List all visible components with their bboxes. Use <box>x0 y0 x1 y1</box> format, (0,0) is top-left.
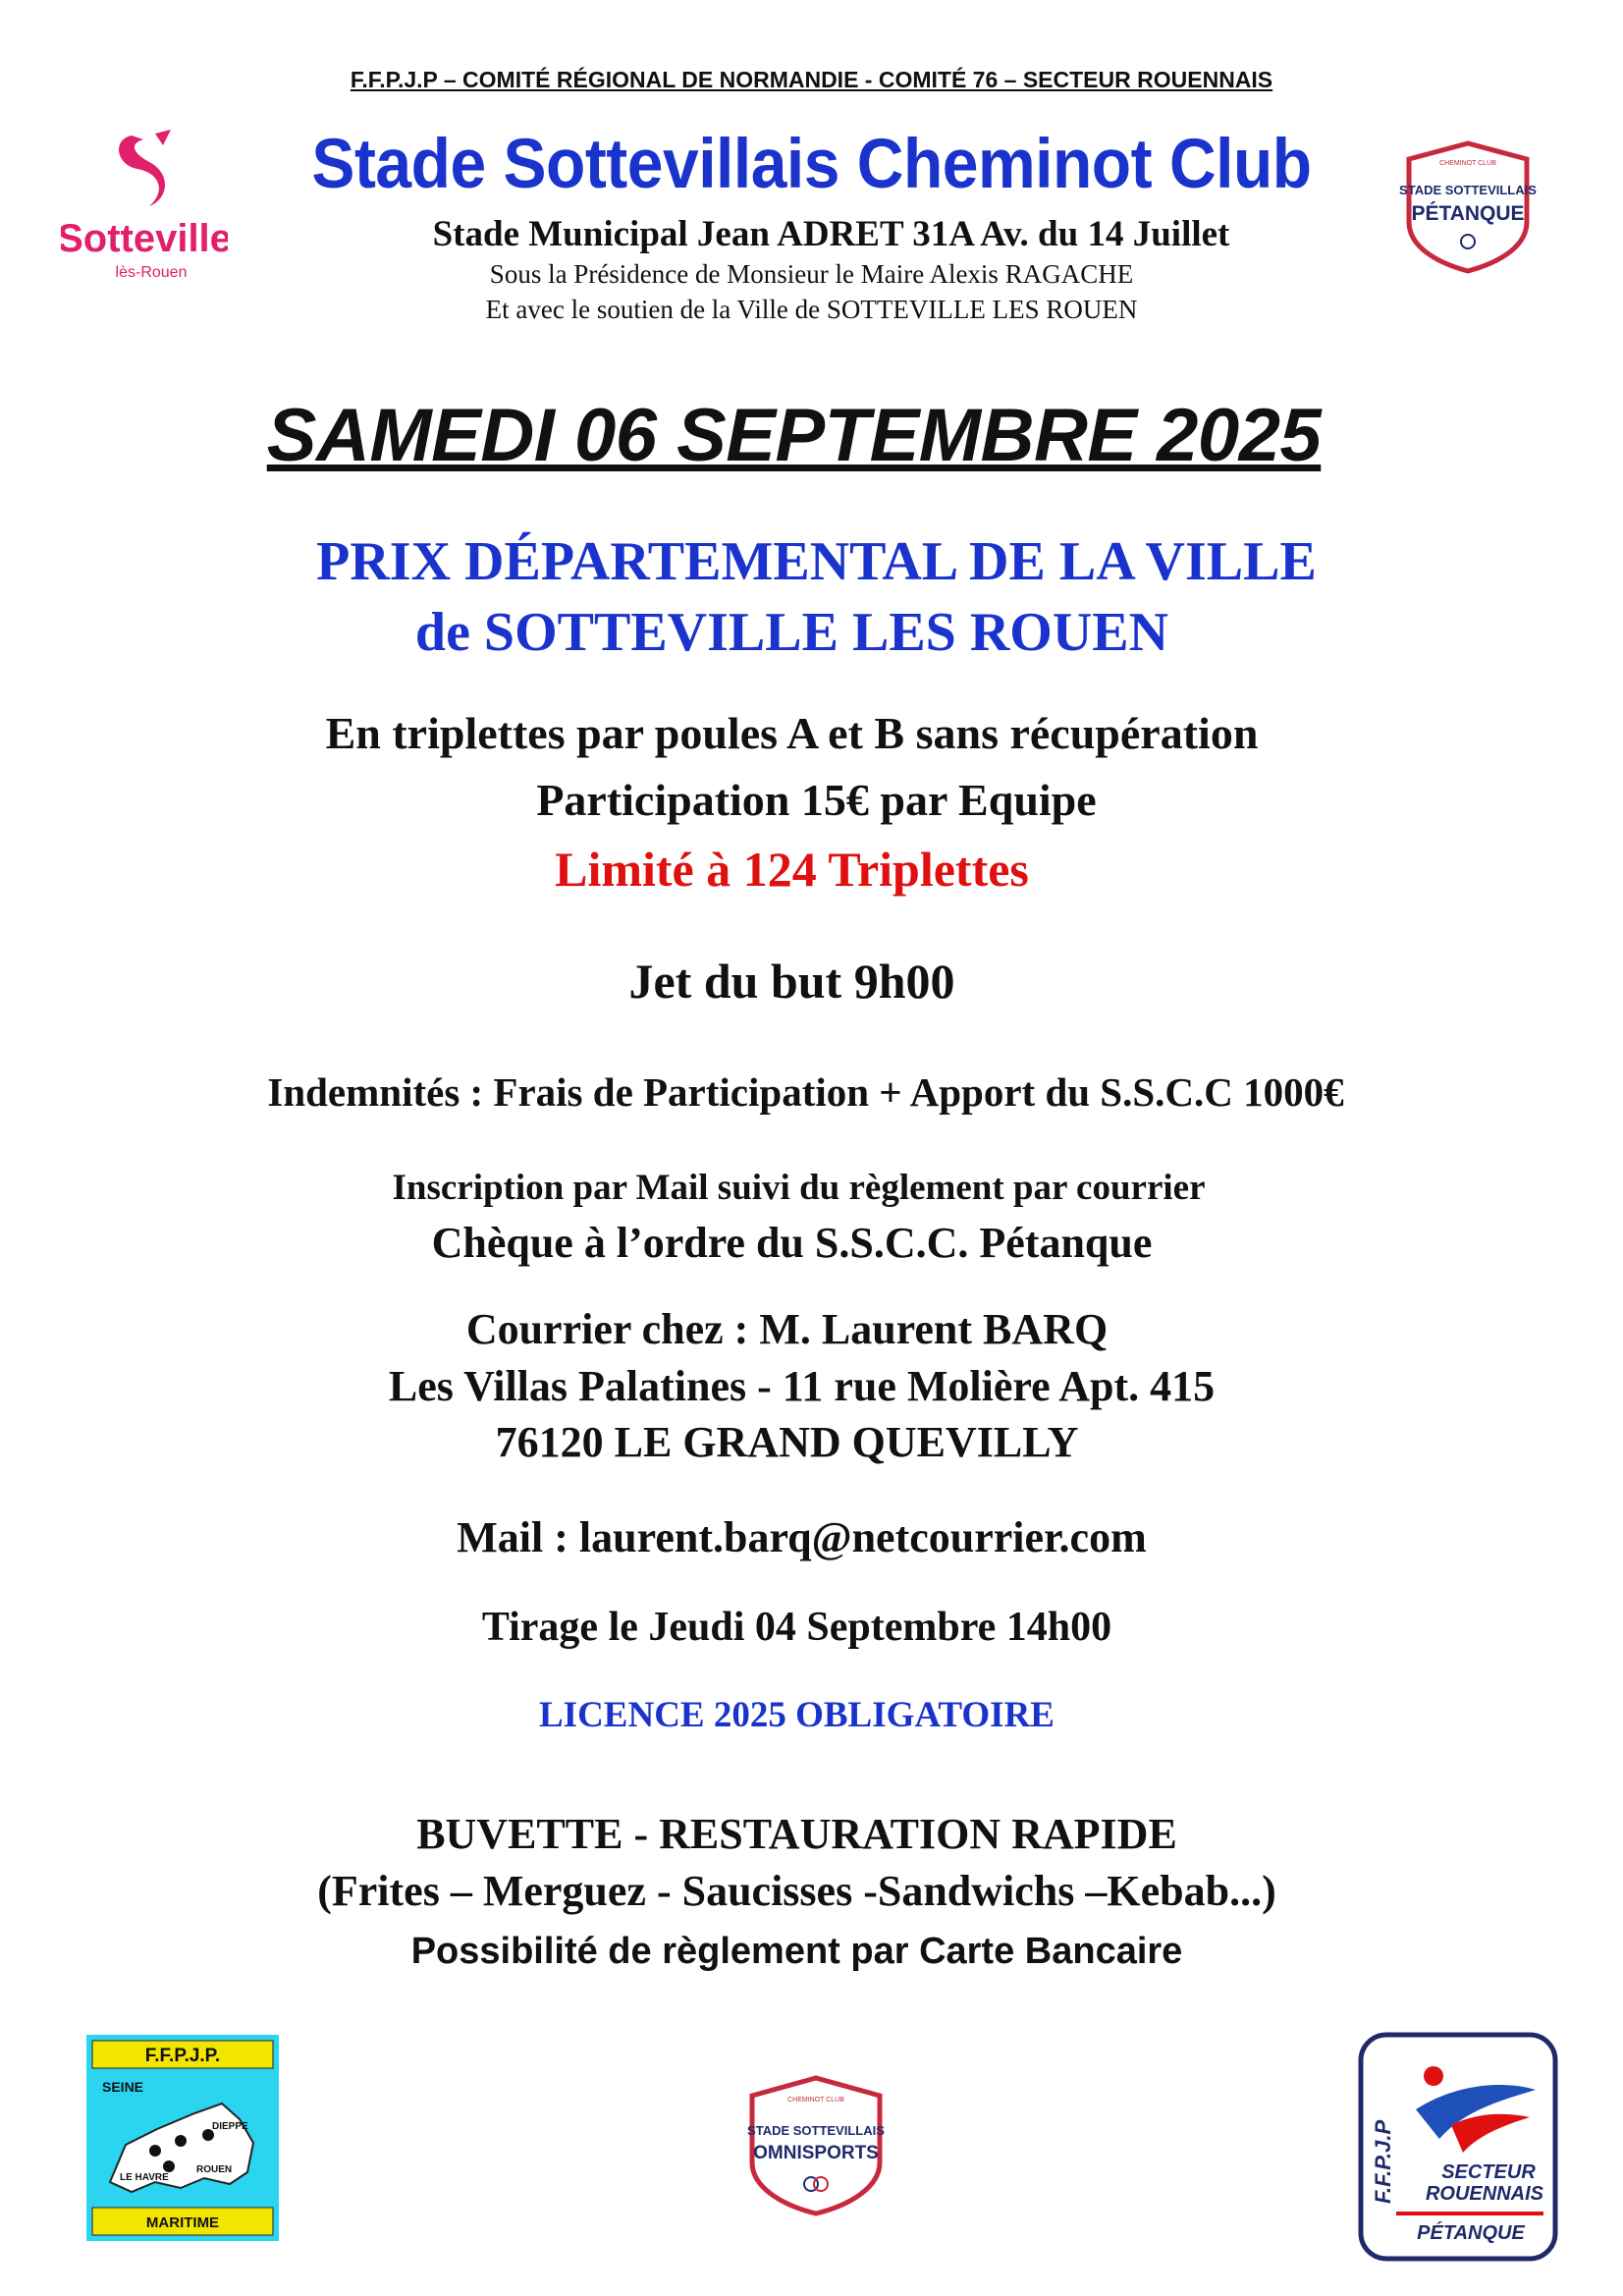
fede-dieppe: DIEPPE <box>212 2121 248 2132</box>
ffpjp-seine-maritime-logo <box>86 2035 279 2241</box>
fede-title: F.F.P.J.P. <box>144 2046 221 2066</box>
secteur-rouennais-logo <box>1357 2031 1559 2263</box>
registration-mail-to: Courrier chez : M. Laurent BARQ <box>465 1305 1109 1353</box>
event-format: En triplettes par poules A et B sans récupération <box>325 708 1259 758</box>
fede-lehavre: LE HAVRE <box>120 2172 169 2183</box>
registration-line2: Chèque à l’ordre du S.S.C.C. Pétanque <box>431 1219 1153 1267</box>
registration-address2: 76120 LE GRAND QUEVILLY <box>495 1418 1079 1466</box>
refreshments-items: (Frites – Merguez - Saucisses -Sandwichs –Kebab...) <box>317 1867 1276 1915</box>
secteur-line2: ROUENNAIS <box>1425 2183 1544 2205</box>
omnisports-shield-icon <box>742 2072 890 2219</box>
secteur-side-text: F.F.P.J.P <box>1371 2119 1395 2204</box>
sscc-petanque-logo <box>1399 137 1537 275</box>
omni-line2: OMNISPORTS <box>753 2143 879 2163</box>
seine-maritime-map-icon <box>86 2035 279 2241</box>
event-title-line2: de SOTTEVILLE LES ROUEN <box>414 602 1169 663</box>
event-indemnities: Indemnités : Frais de Participation + Apport du S.S.C.C 1000€ <box>267 1069 1344 1115</box>
omni-line1: STADE SOTTEVILLAIS <box>747 2123 885 2138</box>
secteur-line3: PÉTANQUE <box>1417 2222 1525 2244</box>
sscc-shield-icon <box>1399 137 1537 275</box>
refreshments-title: BUVETTE - RESTAURATION RAPIDE <box>416 1810 1177 1858</box>
sotteville-emblem-icon <box>61 126 228 283</box>
sscc-top-text: CHEMINOT CLUB <box>1439 160 1496 167</box>
sscc-line1: STADE SOTTEVILLAIS <box>1399 183 1537 197</box>
support-line: Et avec le soutien de la Ville de SOTTEVILLE LES ROUEN <box>485 295 1138 324</box>
presidency-line: Sous la Présidence de Monsieur le Maire Alexis RAGACHE <box>489 259 1134 289</box>
sscc-omnisports-logo <box>742 2072 890 2219</box>
sscc-line2: PÉTANQUE <box>1411 202 1525 225</box>
sotteville-wordmark: Sotteville <box>61 217 228 260</box>
sotteville-logo <box>61 126 228 283</box>
fede-seine: SEINE <box>102 2079 144 2095</box>
sotteville-subtitle: lès-Rouen <box>115 264 188 281</box>
fede-rouen: ROUEN <box>196 2164 233 2175</box>
registration-draw: Tirage le Jeudi 04 Septembre 14h00 <box>481 1605 1112 1650</box>
venue-line: Stade Municipal Jean ADRET 31A Av. du 14 Juillet <box>432 214 1230 254</box>
event-participation: Participation 15€ par Equipe <box>536 775 1097 825</box>
registration-line1: Inscription par Mail suivi du règlement par courrier <box>392 1168 1206 1208</box>
registration-address1: Les Villas Palatines - 11 rue Molière Apt. 415 <box>388 1362 1216 1410</box>
event-date: SAMEDI 06 SEPTEMBRE 2025 <box>266 394 1322 477</box>
omni-top-text: CHEMINOT CLUB <box>787 2097 844 2104</box>
event-title-line1: PRIX DÉPARTEMENTAL DE LA VILLE <box>316 531 1317 592</box>
club-name: Stade Sottevillais Cheminot Club <box>311 124 1312 202</box>
registration-licence: LICENCE 2025 OBLIGATOIRE <box>539 1695 1055 1735</box>
secteur-rouennais-emblem-icon <box>1357 2031 1559 2263</box>
event-limit: Limité à 124 Triplettes <box>555 842 1029 897</box>
event-start: Jet du but 9h00 <box>628 954 955 1009</box>
registration-email: Mail : laurent.barq@netcourrier.com <box>457 1513 1147 1561</box>
federation-line: F.F.P.J.P – COMITÉ RÉGIONAL DE NORMANDIE - COMITÉ 76 – SECTEUR ROUENNAIS <box>350 67 1273 92</box>
secteur-line1: SECTEUR <box>1441 2161 1536 2183</box>
fede-maritime: MARITIME <box>145 2214 220 2231</box>
refreshments-payment: Possibilité de règlement par Carte Bancaire <box>410 1931 1183 1972</box>
